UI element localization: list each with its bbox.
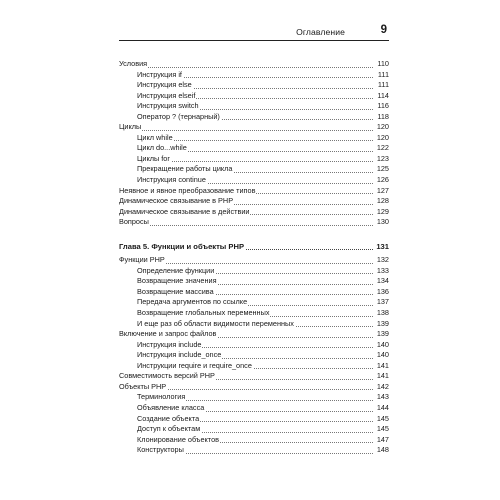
dot-leader <box>137 161 373 162</box>
toc-entry-title: Вопросы <box>119 217 149 227</box>
toc-entry-title: Циклы <box>119 122 142 132</box>
toc-entry-title: Возвращение значения <box>137 276 217 286</box>
toc-entry-page: 133 <box>373 266 389 277</box>
toc-entry <box>119 80 389 91</box>
toc-entry-page: 111 <box>373 70 389 81</box>
toc-entry-title: Инструкции require и require_once <box>137 360 252 370</box>
toc-entry-page: 110 <box>373 59 389 70</box>
toc-entry-page: 144 <box>373 403 389 414</box>
toc-entry <box>119 133 389 144</box>
toc-entry-page: 139 <box>373 319 389 330</box>
toc-entry-title: Цикл do...while <box>137 143 187 153</box>
dot-leader <box>119 130 373 131</box>
toc-entry <box>119 424 389 435</box>
toc-entry-page: 137 <box>373 297 389 308</box>
toc-entry-page: 122 <box>373 143 389 154</box>
toc-entry <box>119 91 389 102</box>
toc-entry-page: 129 <box>373 207 389 218</box>
toc-entry-title: Неявное и явное преобразование типов <box>119 185 256 195</box>
toc-entry-page: 131 <box>373 242 389 253</box>
toc-entry-title: Инструкция include <box>137 339 202 349</box>
toc-entry-title: Создание объекта <box>137 413 200 423</box>
toc-entry <box>119 403 389 414</box>
running-header-title: Оглавление <box>296 27 345 37</box>
toc-entry <box>119 340 389 351</box>
toc-entry-title: Глава 5. Функции и объекты PHP <box>119 241 245 251</box>
toc-entry-title: Доступ к объектам <box>137 424 201 434</box>
toc-entry-title: Оператор ? (тернарный) <box>137 111 220 121</box>
table-of-contents <box>119 59 389 456</box>
toc-entry-page: 145 <box>373 424 389 435</box>
toc-entry <box>119 186 389 197</box>
toc-entry-title: Цикл while <box>137 132 173 142</box>
toc-entry-page: 132 <box>373 255 389 266</box>
toc-entry <box>119 266 389 277</box>
toc-entry-page: 147 <box>373 435 389 446</box>
toc-chapter-entry <box>119 242 389 253</box>
toc-entry-title: Определение функции <box>137 265 215 275</box>
toc-entry-title: Инструкция if <box>137 69 182 79</box>
toc-entry <box>119 207 389 218</box>
toc-entry <box>119 143 389 154</box>
toc-entry <box>119 196 389 207</box>
toc-entry-title: Динамическое связывание в PHP <box>119 196 234 206</box>
toc-entry <box>119 414 389 425</box>
toc-entry-page: 142 <box>373 382 389 393</box>
toc-entry-page: 140 <box>373 350 389 361</box>
toc-entry <box>119 287 389 298</box>
page-number: 9 <box>380 24 387 36</box>
toc-entry-page: 140 <box>373 340 389 351</box>
toc-entry <box>119 154 389 165</box>
toc-entry-title: Динамическое связывание в действии <box>119 206 250 216</box>
toc-entry-title: Инструкция include_once <box>137 350 222 360</box>
toc-entry-title: Включение и запрос файлов <box>119 329 217 339</box>
dot-leader <box>119 225 373 226</box>
toc-entry <box>119 175 389 186</box>
toc-entry <box>119 255 389 266</box>
toc-entry-page: 128 <box>373 196 389 207</box>
toc-entry-page: 126 <box>373 175 389 186</box>
toc-entry-page: 136 <box>373 287 389 298</box>
toc-entry <box>119 371 389 382</box>
toc-entry-page: 145 <box>373 414 389 425</box>
toc-entry-page: 125 <box>373 164 389 175</box>
toc-entry <box>119 382 389 393</box>
toc-entry-page: 138 <box>373 308 389 319</box>
toc-entry <box>119 350 389 361</box>
toc-entry-page: 120 <box>373 122 389 133</box>
toc-entry-page: 130 <box>373 217 389 228</box>
toc-entry <box>119 308 389 319</box>
toc-entry-page: 127 <box>373 186 389 197</box>
toc-entry-title: Возвращение глобальных переменных <box>137 308 270 318</box>
toc-entry-page: 120 <box>373 133 389 144</box>
toc-entry <box>119 329 389 340</box>
toc-entry <box>119 276 389 287</box>
page-header <box>119 26 389 41</box>
toc-entry <box>119 217 389 228</box>
toc-entry-page: 123 <box>373 154 389 165</box>
toc-entry <box>119 361 389 372</box>
toc-entry <box>119 445 389 456</box>
toc-entry-title: Функции PHP <box>119 255 165 265</box>
toc-entry <box>119 435 389 446</box>
dot-leader <box>119 67 373 68</box>
toc-entry-page: 141 <box>373 361 389 372</box>
toc-entry-title: Инструкция continue <box>137 175 206 185</box>
toc-entry-title: И еще раз об области видимости переменных <box>137 318 294 328</box>
toc-entry-title: Прекращение работы цикла <box>137 164 233 174</box>
toc-entry-title: Условия <box>119 59 148 68</box>
toc-entry-title: Терминология <box>137 392 186 402</box>
toc-entry <box>119 392 389 403</box>
toc-entry-page: 141 <box>373 371 389 382</box>
toc-entry-page: 111 <box>373 80 389 91</box>
toc-entry-page: 139 <box>373 329 389 340</box>
toc-entry <box>119 70 389 81</box>
toc-entry-title: Инструкция else <box>137 80 192 90</box>
toc-entry-title: Объявление класса <box>137 402 205 412</box>
toc-entry-title: Циклы for <box>137 153 170 163</box>
toc-entry <box>119 112 389 123</box>
toc-entry-page: 143 <box>373 392 389 403</box>
toc-entry <box>119 297 389 308</box>
toc-entry-page: 118 <box>373 112 389 123</box>
toc-entry-page: 116 <box>373 101 389 112</box>
toc-entry <box>119 122 389 133</box>
toc-entry-page: 134 <box>373 276 389 287</box>
toc-entry <box>119 164 389 175</box>
toc-entry-title: Объекты PHP <box>119 381 167 391</box>
toc-entry-page: 114 <box>373 91 389 102</box>
toc-entry-title: Клонирование объектов <box>137 434 219 444</box>
toc-entry-title: Инструкция elseif <box>137 90 196 100</box>
toc-entry-title: Инструкция switch <box>137 101 199 111</box>
toc-entry-title: Передача аргументов по ссылке <box>137 297 248 307</box>
toc-entry <box>119 59 389 70</box>
toc-entry <box>119 101 389 112</box>
toc-entry-page: 148 <box>373 445 389 456</box>
toc-entry <box>119 319 389 330</box>
toc-entry-title: Возвращение массива <box>137 286 214 296</box>
toc-entry-title: Конструкторы <box>137 445 184 455</box>
toc-entry-title: Совместимость версий PHP <box>119 371 215 381</box>
